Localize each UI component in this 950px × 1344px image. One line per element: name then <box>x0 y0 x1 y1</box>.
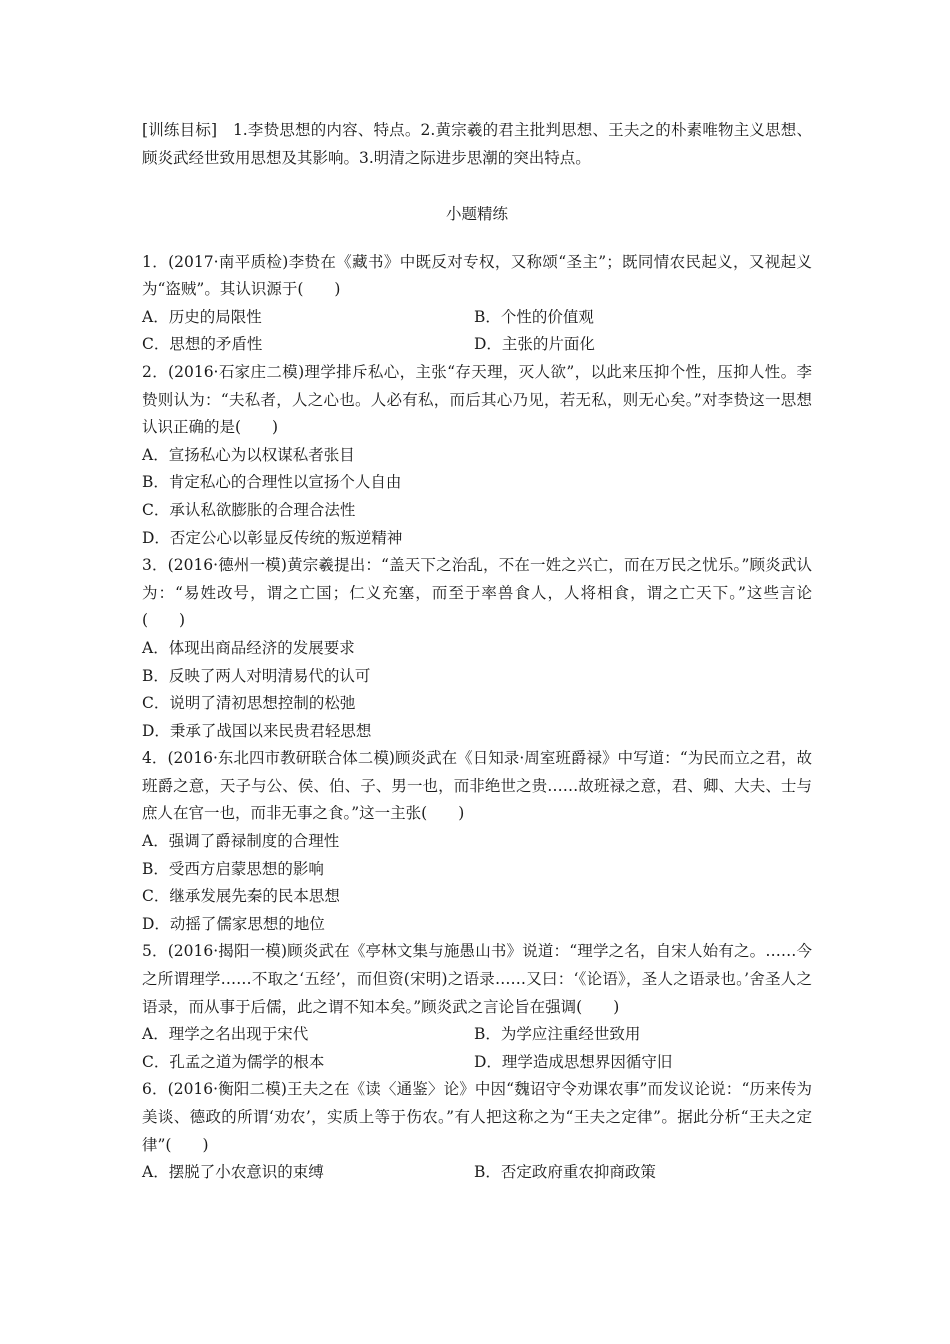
question-stem: 4．(2016·东北四市教研联合体二模)顾炎武在《日知录·周室班爵禄》中写道：“为民而立之君，故班爵之意，天子与公、侯、伯、子、男一也，而非绝世之贵……故班禄之意，君、卿、大夫、士与庶人在官一也，而非无事之食。”这一主张( ) <box>142 749 812 823</box>
option-b: B．否定政府重农抑商政策 <box>474 1163 656 1182</box>
option-a: A．摆脱了小农意识的束缚 <box>142 1163 324 1182</box>
option-b: B．为学应注重经世致用 <box>474 1025 641 1044</box>
question-3 <box>142 552 812 745</box>
question-6 <box>142 1076 812 1186</box>
option-b: B．个性的价值观 <box>474 307 594 326</box>
option-c: C．承认私欲膨胀的合理合法性 <box>142 500 356 519</box>
option-d: D．主张的片面化 <box>474 335 595 354</box>
question-4 <box>142 745 812 938</box>
option-c: C．思想的矛盾性 <box>142 335 263 354</box>
option-c: C．孔孟之道为儒学的根本 <box>142 1052 325 1071</box>
option-b: B．反映了两人对明清易代的认可 <box>142 666 371 685</box>
question-1 <box>142 249 812 359</box>
question-stem: 1．(2017·南平质检)李贽在《藏书》中既反对专权，又称颂“圣主”；既同情农民起义，又视起义为“盗贼”。其认识源于( ) <box>142 252 812 299</box>
question-stem: 3．(2016·德州一模)黄宗羲提出：“盖天下之治乱，不在一姓之兴亡，而在万民之忧乐。”顾炎武认为：“易姓改号，谓之亡国；仁义充塞，而至于率兽食人，人将相食，谓之亡天下。”这些言论( ) <box>142 556 812 630</box>
option-b: B．肯定私心的合理性以宣扬个人自由 <box>142 473 402 492</box>
option-a: A．宣扬私心为以权谋私者张目 <box>142 445 355 464</box>
option-a: A．强调了爵禄制度的合理性 <box>142 832 340 851</box>
question-stem: 2．(2016·石家庄二模)理学排斥私心，主张“存天理，灭人欲”，以此来压抑个性，压抑人性。李贽则认为：“夫私者，人之心也。人必有私，而后其心乃见，若无私，则无心矣。”对李贽这一思想认识正确的是( ) <box>142 362 812 437</box>
option-c: C．说明了清初思想控制的松弛 <box>142 694 356 713</box>
option-b: B．受西方启蒙思想的影响 <box>142 859 324 878</box>
question-stem: 6．(2016·衡阳二模)王夫之在《读〈通鉴〉论》中因“魏诏守令劝课农事”而发议论说：“历来传为美谈、德政的所谓‘劝农’，实质上等于伤农。”有人把这称之为“王夫之定律”。据此分析“王夫之定律”( ) <box>142 1080 812 1154</box>
document-content <box>142 116 812 1187</box>
option-a: A．历史的局限性 <box>142 307 262 326</box>
question-5 <box>142 938 812 1076</box>
option-d: D．否定公心以彰显反传统的叛逆精神 <box>142 528 403 547</box>
section-title: 小题精练 <box>445 205 508 223</box>
question-2 <box>142 359 812 552</box>
training-goal: [训练目标] 1.李贽思想的内容、特点。2.黄宗羲的君主批判思想、王夫之的朴素唯物主义思想、顾炎武经世致用思想及其影响。3.明清之际进步思潮的突出特点。 <box>142 121 812 167</box>
option-a: A．理学之名出现于宋代 <box>142 1025 309 1044</box>
question-stem: 5．(2016·揭阳一模)顾炎武在《亭林文集与施愚山书》说道：“理学之名，自宋人始有之。……今之所谓理学……不取之‘五经’，而但资(宋明)之语录……又曰：‘《论语》，圣人之语录也。’舍圣人之语录，而从事于后儒，此之谓不知本矣。”顾炎武之言论旨在强调( ) <box>142 942 812 1016</box>
option-c: C．继承发展先秦的民本思想 <box>142 887 340 906</box>
option-d: D．理学造成思想界因循守旧 <box>474 1052 673 1071</box>
option-d: D．动摇了儒家思想的地位 <box>142 914 325 933</box>
option-d: D．秉承了战国以来民贵君轻思想 <box>142 721 372 740</box>
option-a: A．体现出商品经济的发展要求 <box>142 638 355 657</box>
